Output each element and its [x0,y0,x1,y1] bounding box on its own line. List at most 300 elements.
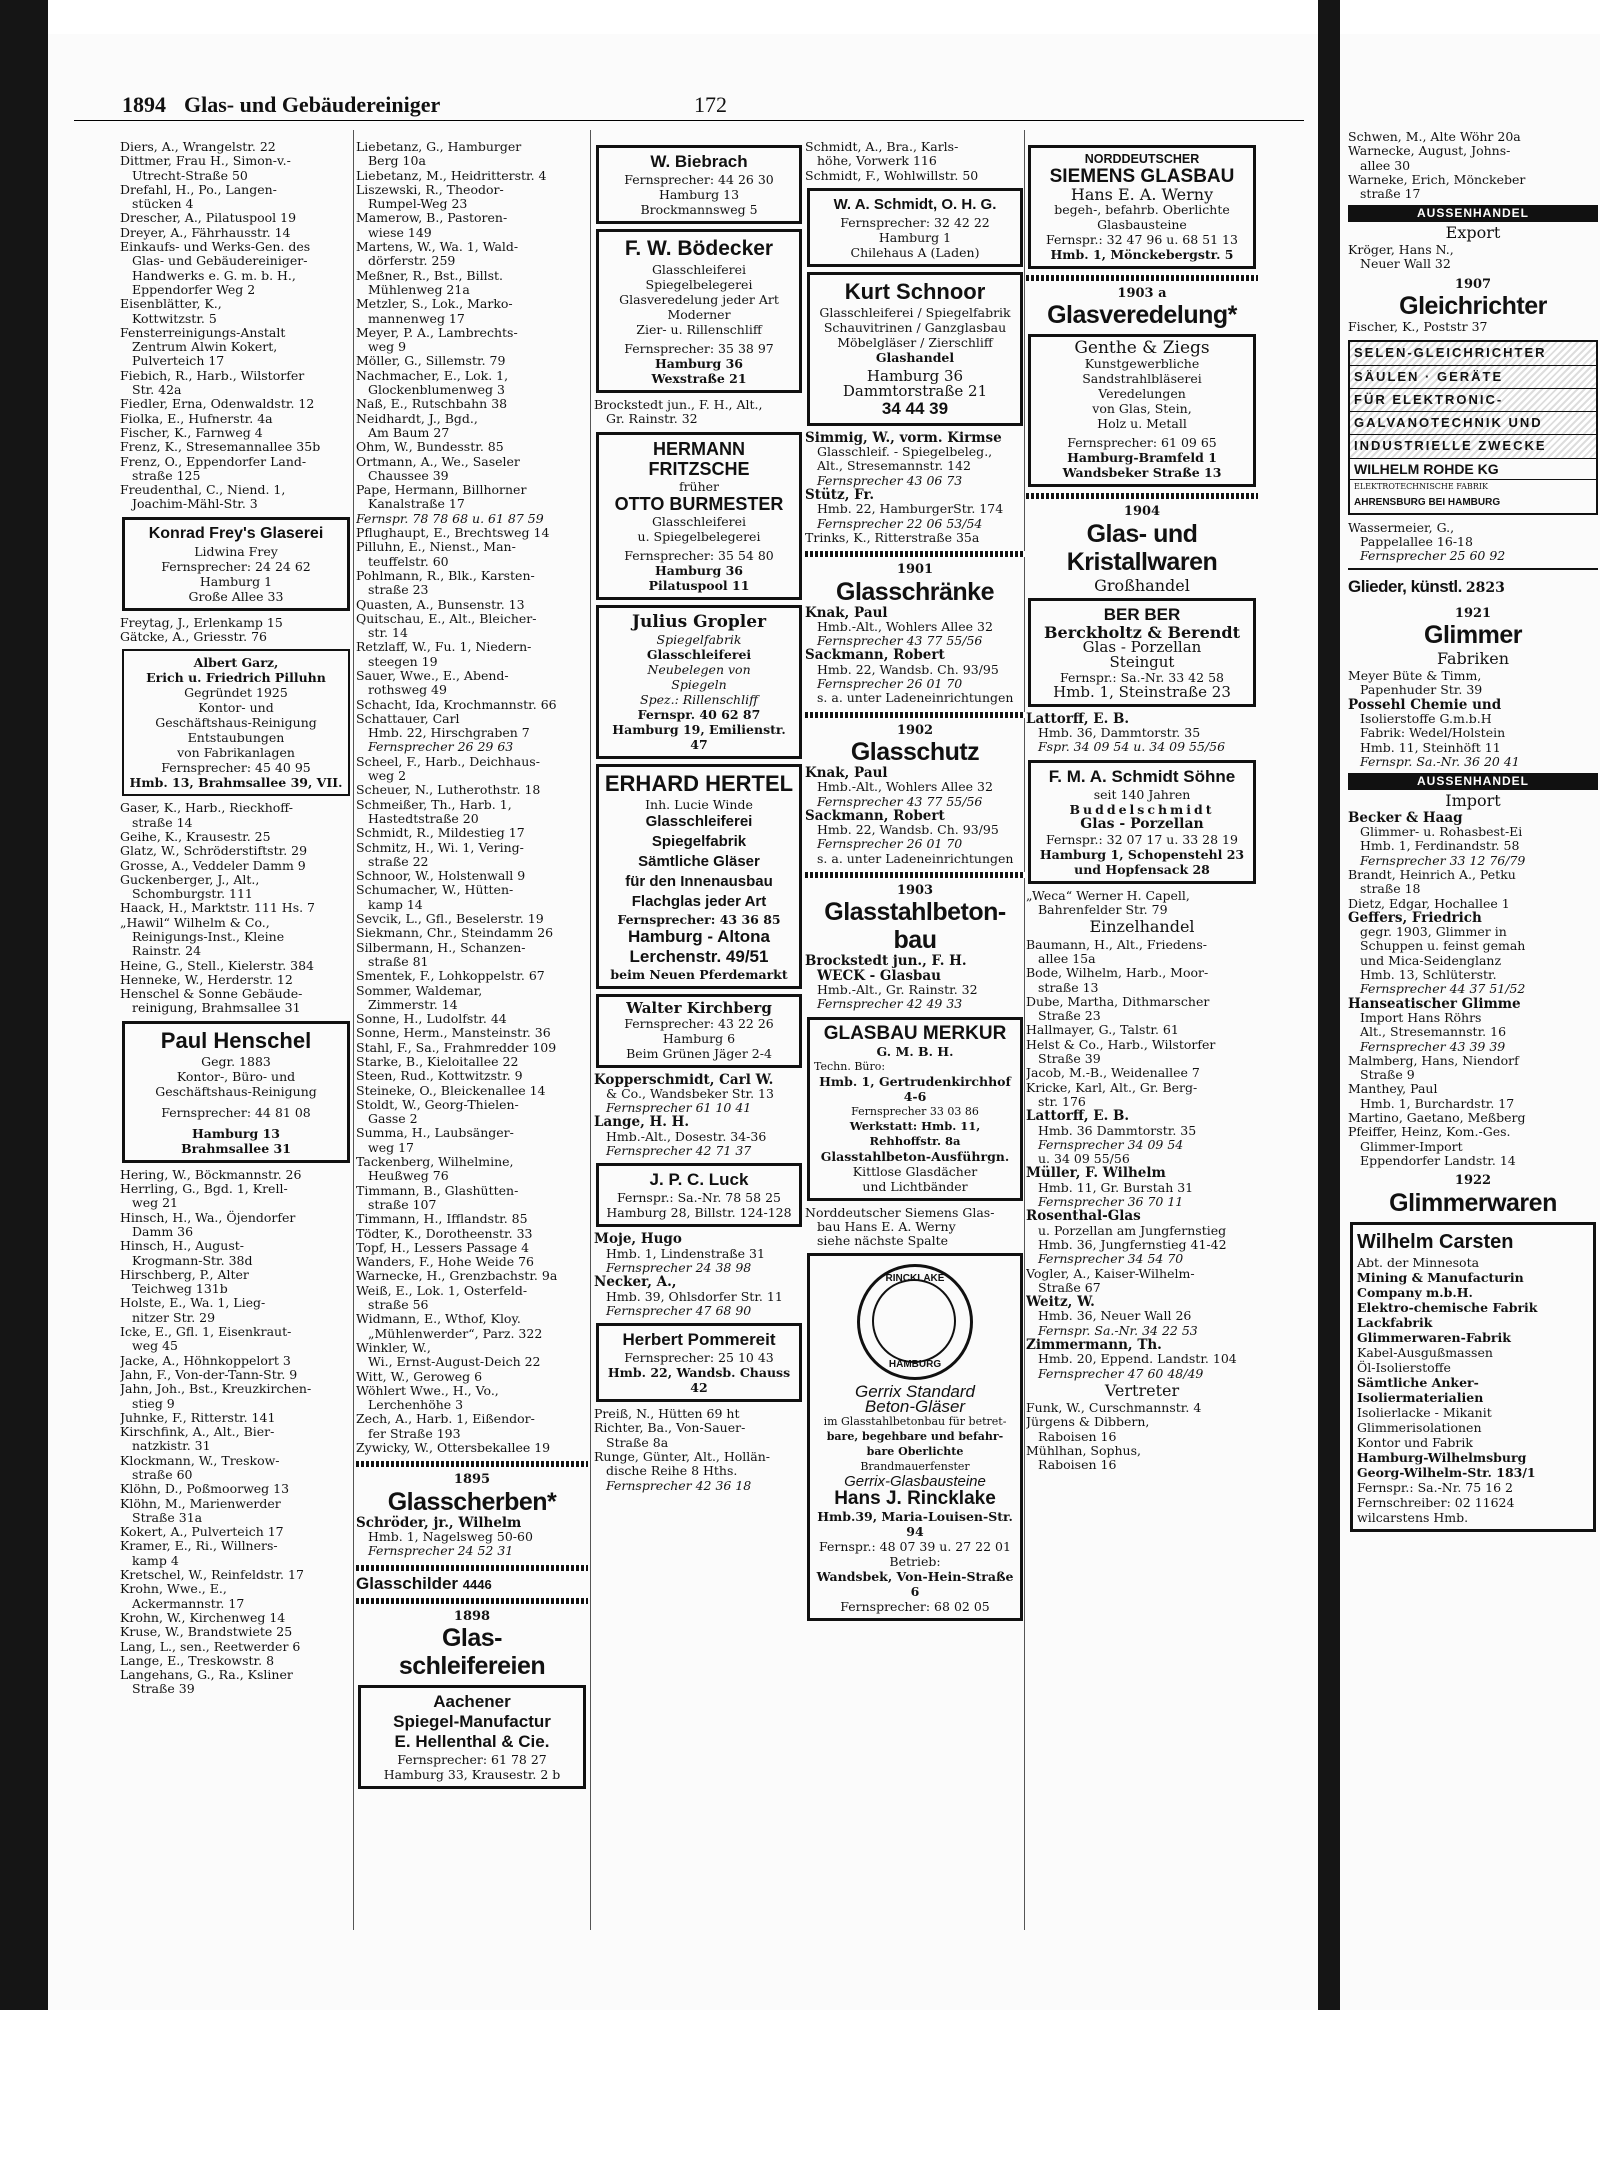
entry [1026,889,1258,918]
directory-entry [120,801,352,830]
directory-entry [120,1168,352,1182]
entry-name: Geffers, Friedrich [1348,909,1482,926]
directory-entry [356,269,588,298]
ad-line: und Lichtbänder [862,1178,968,1194]
ad-address: Hamburg 28, Billstr. 124-128 [606,1205,792,1221]
ad-phone: Fernsprecher: 61 78 27 [397,1752,547,1768]
entry-detail: wiese 149 [368,224,432,240]
directory-entry [356,1269,588,1283]
entry-name: Schwen, M., Alte Wöhr 20a [1348,130,1521,144]
ad-line: Elektro-chemische Fabrik [1357,1299,1538,1315]
entry-name: Wöhlert Wwe., H., Vo., [356,1382,499,1398]
ad-address: Hmb. 22, Wandsb. Chauss 42 [607,1365,791,1396]
directory-entry [1348,1054,1598,1083]
ad-phone: Fernsprecher: 68 02 05 [840,1599,990,1615]
ad-line: Glimmerwaren-Fabrik [1357,1329,1511,1345]
entry-detail: Hmb. 20, Eppend. Landstr. 104 [1038,1351,1237,1367]
ad-address: Hamburg 33, Krausestr. 2 b [383,1767,561,1783]
directory-entry [120,1296,352,1325]
directory-entry [120,1382,352,1411]
entry-name: Frenz, O., Eppendorfer Land- [120,453,307,469]
ad-name: Wilhelm Carsten [1357,1230,1514,1253]
directory-entry [120,901,352,915]
directory-entry [356,1012,588,1026]
entry-detail: straße 56 [368,1297,429,1313]
entry-detail: Straße 67 [1038,1279,1101,1295]
entry-name: Nachmacher, E., Lok. 1, [356,367,509,383]
directory-entry [1348,173,1598,202]
entry-detail: bau Hans E. A. Werny [817,1218,956,1234]
directory-entry [120,616,352,630]
entry-detail: mannenweg 17 [368,310,465,326]
entry [1348,698,1598,769]
section-number: 1921 [1454,605,1492,621]
entry-detail: Kottwitzstr. 5 [132,310,217,326]
ad-line: Möbelgläser / Zierschliff [837,334,993,350]
directory-entry [356,369,588,398]
ad-line: Spiegelfabrik [651,832,747,850]
entry-list [120,140,352,512]
ad-name: Hans J. Rincklake [834,1488,996,1510]
directory-entry [594,1232,804,1275]
directory-entry [594,1450,804,1493]
ad-line: Fernschreiber: 02 11624 [1357,1494,1515,1510]
entry-name: Trinks, K., Ritterstraße 35a [805,529,980,545]
page-right [1340,34,1600,2010]
entry-detail: Fernsprecher 22 06 53/54 [817,515,983,531]
section-title: Gleichrichter [1399,291,1547,320]
entry-detail: Heußweg 76 [368,1168,449,1184]
entry-name: Lattorff, E. B. [1026,710,1130,727]
entry-name: Quitschau, E., Alt., Bleicher- [356,610,537,626]
ad-phone: 34 44 39 [881,398,949,418]
entry-detail: Hmb. 36, Dammtorstr. 35 [1038,725,1201,741]
directory-entry [594,1421,804,1450]
entry-name: Hering, W., Böckmannstr. 26 [120,1166,302,1182]
directory-entry [1348,1125,1598,1168]
directory-entry [356,612,588,641]
logo-text: HAMBURG [888,1359,942,1371]
directory-entry [356,755,588,784]
ad-line: Hamburg 36 [654,356,744,371]
directory-entry [356,1041,588,1055]
ad-line: ELEKTROTECHNISCHE FABRIK [1354,482,1488,492]
entry-detail: Utrecht-Straße 50 [132,167,248,183]
entry-name: Manthey, Paul [1348,1081,1438,1097]
entry-detail: Fernspr. Sa.-Nr. 34 22 53 [1038,1322,1198,1338]
ad-line: Gegr. 1883 [201,1053,271,1069]
entry-detail: straße 81 [368,953,429,969]
directory-entry [120,1539,352,1568]
directory-entry [1348,669,1598,698]
section-title: Glimmerwaren [1389,1188,1557,1217]
ad-line: von Fabrikanlagen [177,745,295,761]
directory-entry [356,455,588,484]
ad-phone: Fernsprecher: 43 36 85 [617,911,781,927]
directory-entry [356,240,588,269]
entry-detail: Ackermannstr. 17 [132,1595,245,1611]
entry-name: Starke, B., Kieloitallee 22 [356,1054,519,1069]
entry-detail: Fernsprecher 34 09 54 [1038,1136,1184,1152]
entry [805,766,1025,809]
entry-detail: Zentrum Alwin Kokert, [132,339,278,355]
ad-line: von Glas, Stein, [1092,401,1192,417]
directory-entry [356,669,588,698]
entry-name: Hirschberg, P., Alter [120,1266,249,1282]
directory-entry [120,1325,352,1354]
entry [594,1275,804,1318]
ad-line: Beim Grünen Jäger 2-4 [626,1045,772,1061]
entry-name: Steineke, O., Bleickenallee 14 [356,1082,546,1098]
berckholtz-logo: BER BER [1103,604,1181,624]
directory-entry [356,140,588,169]
ad-phone: Fernsprecher: 35 54 80 [624,547,774,563]
ad-frey [122,517,350,611]
entry [1348,997,1598,1054]
entry-name: Runge, Günter, Alt., Hollän- [594,1449,771,1465]
entry-name: Tackenberg, Wilhelmine, [356,1154,514,1170]
entry-detail: Pappelallee 16-18 [1360,533,1473,549]
entry-detail: Hmb. 22, Wandsb. Ch. 93/95 [817,822,999,838]
entry-name: Timmann, B., Glashütten- [356,1182,519,1198]
entry-detail: Hmb. 39, Ohlsdorfer Str. 11 [606,1288,783,1304]
entry-name: Necker, A., [594,1274,677,1291]
ad-line: Glashandel [875,349,955,365]
entry-detail: Fernsprecher 25 60 92 [1360,548,1506,564]
directory-entry [120,397,352,411]
ad-line: Aachener [433,1692,511,1712]
entry-list [594,1407,804,1493]
directory-entry [356,1098,588,1127]
directory-entry [1348,243,1598,272]
ad-address: Hmb.39, Maria-Louisen-Str. 94 [817,1509,1013,1540]
ad-name: WILHELM ROHDE KG [1350,459,1596,480]
directory-entry [356,640,588,669]
entry [356,1516,588,1559]
ad-line: NORDDEUTSCHER [1084,152,1200,166]
entry-detail: Fernsprecher 26 01 70 [817,836,963,852]
ad-name: F. W. Bödecker [624,237,774,260]
ad-name: Genthe & Ziegs [1074,338,1210,359]
entry-detail: dörferstr. 259 [368,253,456,269]
entry-name: Gätcke, A., Griesstr. 76 [120,629,267,645]
entry-detail: Hmb.-Alt., Wohlers Allee 32 [817,779,993,795]
directory-entry [1026,1295,1258,1338]
entry [805,648,1025,705]
entry-detail: allee 30 [1360,157,1411,173]
section-number: 1922 [1454,1173,1492,1189]
entry [1026,1209,1258,1266]
directory-entry [120,987,352,1016]
entry-detail: Hmb. 11, Gr. Burstah 31 [1038,1179,1194,1195]
entry-name: Hinsch, H., August- [120,1238,244,1254]
directory-entry [120,1368,352,1382]
ad-name: Albert Garz, [193,655,279,671]
section-number: 1898 [453,1608,491,1624]
ad-line: Spiegel-Manufactur [393,1712,551,1732]
ad-line: Kontor-, Büro- und [176,1068,296,1084]
ad-biebrach [596,145,802,224]
directory-entry [1026,1066,1258,1080]
entry-name: Kokert, A., Pulverteich 17 [120,1524,284,1540]
entry-name: Klockmann, W., Treskow- [120,1452,280,1468]
entry-name: Lang, L., sen., Reetwerder 6 [120,1638,301,1654]
entry-name: Scheel, F., Harb., Deichhaus- [356,753,540,769]
directory-entry [120,1611,352,1625]
entry-name: Kretschel, W., Reinfeldstr. 17 [120,1567,304,1583]
entry-detail: Lerchenhöhe 3 [368,1397,464,1413]
directory-entry [1026,1023,1258,1037]
entry [805,488,1025,531]
entry-detail: dische Reihe 8 Hths. [606,1463,738,1479]
ad-was-schmidt [807,188,1023,267]
entry-list [356,140,588,1455]
ad-line: Gegründet 1925 [184,685,288,701]
directory-entry [120,1625,352,1639]
ad-name: HERMANN FRITZSCHE [648,438,750,479]
entry-name: Winkler, W., [356,1339,431,1355]
ad-line: G. M. B. H. [876,1043,954,1059]
ad-line: Wexstraße 21 [651,371,747,386]
ad-genthe [1028,334,1256,487]
ad-name: Berckholtz & Berendt [1044,622,1240,642]
ad-line: Lidwina Frey [194,543,278,559]
entry-name: Knak, Paul [805,604,888,621]
ad-phone: Fernsprecher: 61 09 65 [1067,435,1217,451]
directory-entry [120,412,352,426]
entry-name: Grosse, A., Veddeler Damm 9 [120,857,306,873]
directory-entry [805,140,1025,169]
ad-kirchberg [596,994,802,1068]
directory-entry [356,211,588,240]
entry-name: Meßner, R., Bst., Billst. [356,267,504,283]
ad-name: E. Hellenthal & Cie. [394,1732,550,1752]
column-divider [590,130,591,1930]
ad-line: Georg-Wilhelm-Str. 183/1 [1357,1464,1536,1480]
ad-line: Lackfabrik [1357,1314,1433,1330]
entry-name: Widmann, E., Wthof, Kloy. [356,1311,521,1327]
entry-detail: Hmb. 1, Ferdinandstr. 58 [1360,838,1520,854]
entry-name: Schmeißer, Th., Harb. 1, [356,796,512,812]
ad-phone: Fernsprecher 33 03 86 [851,1104,979,1118]
divider [356,1565,588,1571]
directory-entry [356,540,588,569]
entry-detail: Hmb. 22, HamburgerStr. 174 [817,501,1004,517]
entry [594,1115,804,1158]
ad-line: beim Neuen Pferdemarkt [610,966,788,982]
entry-name: Weiß, E., Lok. 1, Osterfeld- [356,1282,528,1298]
ad-line: Geschäftshaus-Reinigung [155,715,317,731]
section-title: Glimmer [1424,620,1522,649]
entry-detail: gegr. 1903, Glimmer in [1360,924,1507,940]
entry-name: Fiebich, R., Harb., Wilstorfer [120,367,305,383]
entry-detail: Straße 23 [1038,1008,1101,1024]
entry [1348,897,1598,911]
ad-line: Abt. der Minnesota [1357,1254,1480,1270]
entry-name: Jürgens & Dibbern, [1026,1414,1150,1430]
ad-berckholtz [1028,598,1256,707]
ad-line: Sämtliche Anker- [1357,1374,1479,1390]
directory-entry [805,169,1025,183]
entry-name: Stahl, F., Sa., Frahmredder 109 [356,1039,557,1055]
directory-entry [356,1516,588,1559]
ad-phone: Fernsprecher: 35 38 97 [624,341,774,356]
entry-name: Fiolka, E., Hufnerstr. 4a [120,410,273,426]
entry-detail: Fernsprecher 24 38 98 [606,1259,752,1275]
entry-detail: reinigung, Brahmsallee 31 [132,1000,301,1016]
entry [1348,669,1598,698]
entry-detail: Chaussee 39 [368,467,449,483]
entry-name: „Weca“ Werner H. Capell, [1026,887,1190,903]
entry-detail: Glas- und Gebäudereiniger- [132,253,308,269]
directory-entry [805,431,1025,488]
directory-entry [1026,1267,1258,1296]
directory-entry [594,398,804,427]
entry-name: Sackmann, Robert [805,647,945,664]
directory-entry [356,1212,588,1226]
entry-detail: „Mühlenwerder“, Parz. 322 [368,1325,543,1341]
ad-line: Hamburg 1 [878,229,952,245]
ad-line: Hamburg 36 [654,562,744,578]
directory-entry [356,1084,588,1098]
entry-name: Meyer, P. A., Lambrechts- [356,324,518,340]
header-title: Glas- und Gebäudereiniger [184,92,441,117]
entry-name: Topf, H., Lessers Passage 4 [356,1239,530,1255]
entry-name: Kruse, W., Brandstwiete 25 [120,1624,293,1640]
entry-name: Steen, Rud., Kottwitzstr. 9 [356,1068,523,1084]
entry-name: Henneke, W., Herderstr. 12 [120,971,293,987]
entry-name: Funk, W., Curschmannstr. 4 [1026,1400,1202,1416]
entry-name: Warnecke, August, Johns- [1348,143,1511,159]
ad-line: Glasbausteine [1097,217,1187,232]
directory-entry [120,455,352,484]
entry-detail: Isolierstoffe G.m.b.H [1360,711,1492,727]
entry-detail: Eppendorfer Landstr. 14 [1360,1152,1516,1168]
entry-detail: Fernsprecher 47 60 48/49 [1038,1365,1204,1381]
ad-line: Hamburg 1, Schopenstehl 23 [1039,846,1245,862]
ad-line: im Glasstahlbetonbau für betret- [823,1415,1007,1429]
ad-line: Hamburg-Bramfeld 1 [1067,450,1217,466]
directory-entry [356,1227,588,1241]
divider [805,551,1025,557]
ad-line: bare, begehbare und befahr- [826,1430,1004,1444]
directory-entry [356,483,588,512]
entry-name: „Hawil“ Wilhelm & Co., [120,914,270,930]
ad-name: Julius Gropler [631,611,767,632]
section-number: 1907 [1454,276,1492,292]
ad-line: Glasschleiferei [645,812,753,830]
ad-line: Gerrix Standard [855,1382,975,1402]
ad-line: Hmb. 1, Gertrudenkirchhof 4-6 [819,1073,1011,1104]
section-number: 1903 [896,883,934,899]
section-number: 1895 [453,1472,491,1488]
entry [1348,243,1598,272]
entry-name: Zywicky, W., Ottersbekallee 19 [356,1440,551,1456]
directory-entry [356,1241,588,1255]
entry-detail: Papenhuder Str. 39 [1360,682,1483,698]
entry [594,1232,804,1275]
entry-detail: Hmb.-Alt., Wohlers Allee 32 [817,618,993,634]
directory-entry [356,183,588,212]
entry-name: Pohlmann, R., Blk., Karsten- [356,567,535,583]
ad-line: Spiegelbelegerei [645,277,753,292]
ad-line: seit 140 Jahren [1093,786,1191,802]
divider [1026,493,1258,499]
entry-detail: Hmb. 36, Neuer Wall 26 [1038,1308,1192,1324]
entry-detail: straße 125 [132,467,201,483]
directory-entry [120,154,352,183]
directory-entry [120,1425,352,1454]
directory-entry [1348,1111,1598,1125]
entry-detail: straße 17 [1360,186,1421,202]
entry-detail: straße 14 [132,814,193,830]
entry-detail: Rainstr. 24 [132,943,202,959]
entry-name: Warnecke, H., Grenzbachstr. 9a [356,1268,558,1284]
entry-name: Richter, Ba., Von-Sauer- [594,1420,746,1436]
scan-edge-left [0,0,48,2010]
ad-line: GALVANOTECHNIK UND [1350,412,1596,435]
entry-name: Tödter, K., Dorotheenstr. 33 [356,1225,533,1241]
entry-name: Lange, H. H. [594,1114,690,1131]
divider [1026,275,1258,281]
entry-detail: straße 23 [368,582,429,598]
directory-entry [356,1412,588,1441]
ad-phone: Fernspr.: 32 07 17 u. 33 28 19 [1046,831,1238,847]
entry-detail: Damm 36 [132,1223,194,1239]
entry-name: Martens, W., Wa. 1, Wald- [356,239,519,255]
directory-entry [356,169,588,183]
entry-detail: Schuppen u. feinst gemah [1360,938,1526,954]
entry-detail: Rumpel-Weg 23 [368,196,468,212]
entry-detail: Straße 31a [132,1509,203,1525]
entry-name: Possehl Chemie und [1348,696,1502,713]
subheading: Fabriken [1436,648,1510,668]
ad-phone: Fernspr.: 32 47 96 u. 68 51 13 [1046,232,1238,247]
ad-line: Brandmauerfenster [860,1460,970,1474]
entry-detail: Hmb. 22, Wandsb. Ch. 93/95 [817,661,999,677]
divider [356,1461,588,1467]
entry-name: Quasten, A., Bunsenstr. 13 [356,596,525,612]
entry-name: Kirschfink, A., Alt., Bier- [120,1424,275,1440]
section-title: Glas- schleifereien [398,1624,546,1681]
entry-name: Fiedler, Erna, Odenwaldstr. 12 [120,396,315,412]
entry-name: Kricke, Karl, Alt., Gr. Berg- [1026,1079,1198,1095]
ad-line: Hamburg 6 [662,1030,736,1046]
entry-name: Retzlaff, W., Fu. 1, Niedern- [356,639,532,655]
entry-name: Fischer, K., Poststr 37 [1348,318,1488,334]
entry-detail: teuffelstr. 60 [368,553,449,569]
entry-detail: Gasse 2 [368,1111,418,1127]
ad-line: Moderner [667,307,731,322]
ad-line: FÜR ELEKTRONIC- [1350,389,1596,412]
entry-detail: Hmb. 11, Steinhöft 11 [1360,739,1501,755]
column-6 [1348,130,1598,1970]
ad-address: Hmb. 13, Brahmsallee 39, VII. [129,775,343,791]
directory-entry [120,183,352,212]
entry-name: Becker & Haag [1348,809,1463,826]
ad-line: Kabel-Ausgußmassen [1357,1344,1493,1360]
entry-name: Schattauer, Carl [356,710,460,726]
entry-name: Freudenthal, C., Niend. 1, [120,482,286,498]
entry [594,1073,804,1116]
entry [805,954,1025,1011]
ad-line: Chilehaus A (Laden) [850,244,980,260]
directory-entry [120,1411,352,1425]
ad-line: Sämtliche Gläser [638,852,760,870]
ad-line: wilcarstens Hmb. [1357,1509,1469,1525]
ad-line: SÄULEN · GERÄTE [1350,366,1596,389]
subheading: Vertreter [1104,1380,1180,1400]
